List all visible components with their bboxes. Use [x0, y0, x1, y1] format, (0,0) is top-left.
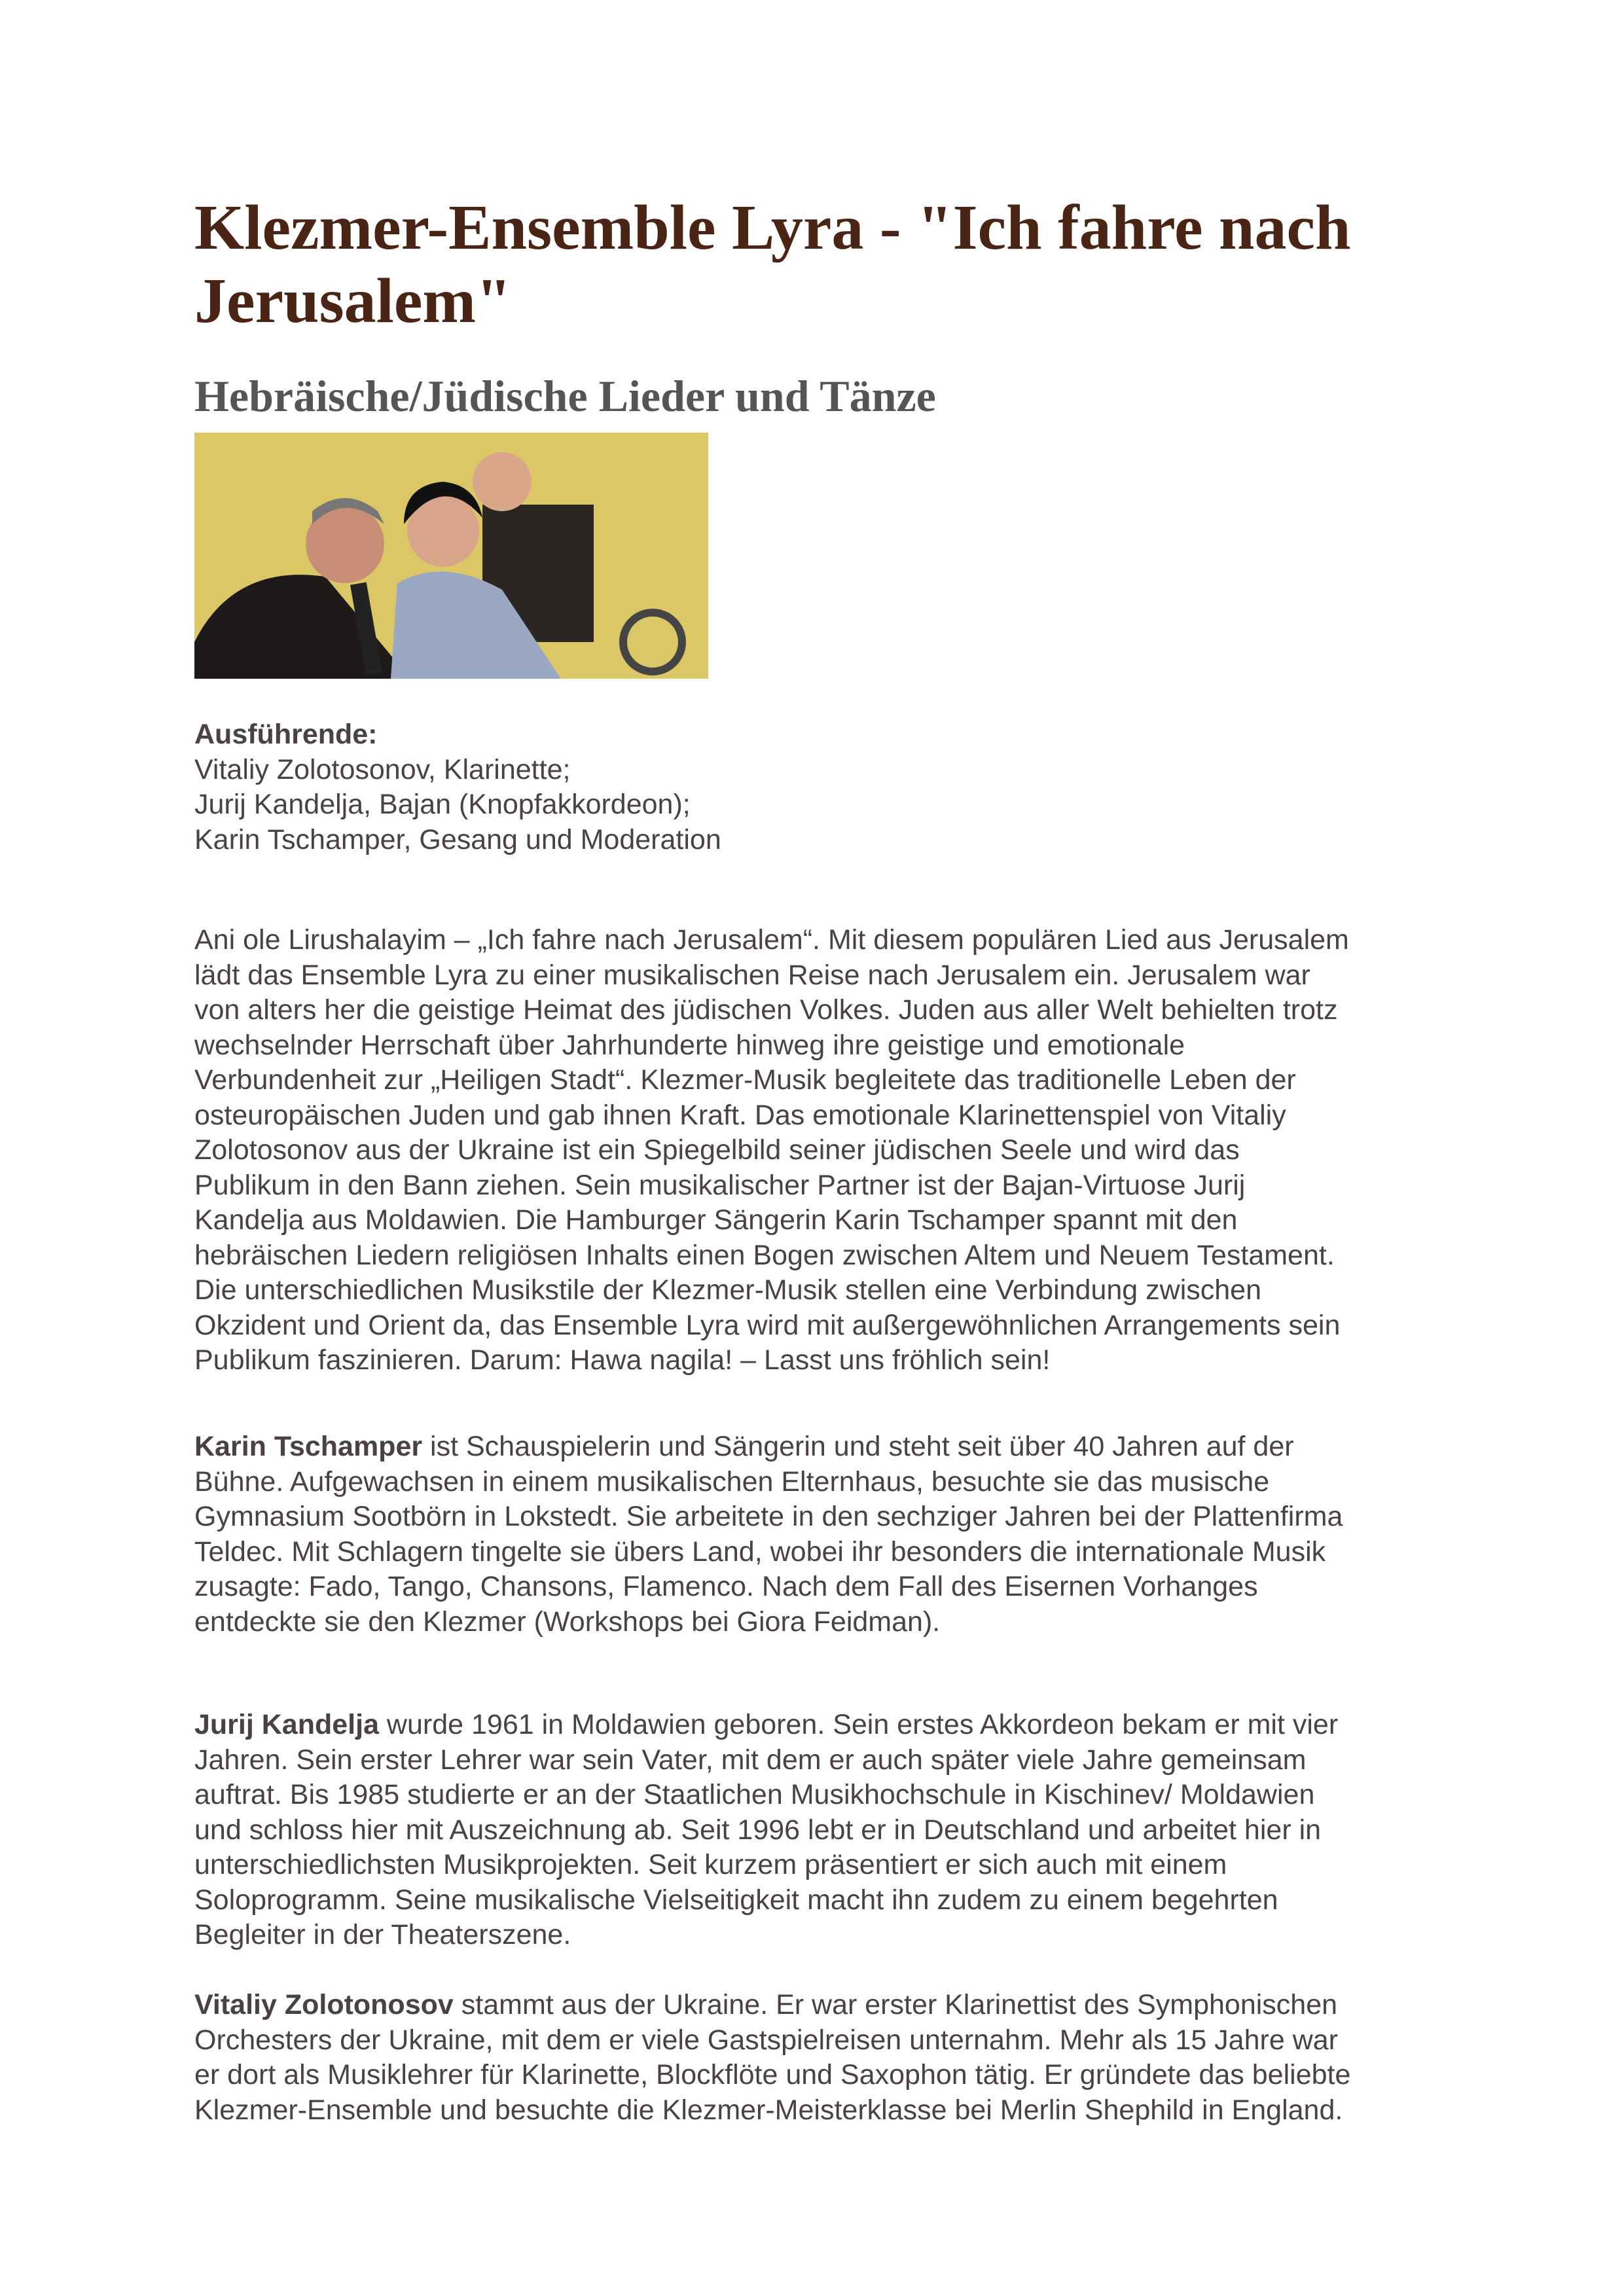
bio-line: auftrat. Bis 1985 studierte er an der Staatlichen Musikhochschule in Kischinev/ Moldawien: [194, 1779, 1315, 1810]
intro-line: hebräischen Liedern religiösen Inhalts einen Bogen zwischen Altem und Neuem Testament.: [194, 1239, 1335, 1271]
bio-line: zusagte: Fado, Tango, Chansons, Flamenco. Nach dem Fall des Eisernen Vorhanges: [194, 1571, 1258, 1602]
bio-line: Bühne. Aufgewachsen in einem musikalischen Elternhaus, besuchte sie das musische: [194, 1465, 1270, 1498]
bio-vitaliy-zolotonosov: [194, 1988, 1350, 2128]
bio-line: Orchesters der Ukraine, mit dem er viele Gastspielreisen unternahm. Mehr als 15 Jahre war: [194, 2024, 1338, 2056]
bio-text: ist Schauspielerin und Sängerin und steht seit über 40 Jahren auf der: [422, 1431, 1294, 1462]
bio-line: und schloss hier mit Auszeichnung ab. Seit 1996 lebt er in Deutschland und arbeitet hier in: [194, 1814, 1322, 1846]
bio-name: Vitaliy Zolotonosov: [194, 1989, 454, 2020]
intro-line: Publikum faszinieren. Darum: Hawa nagila! – Lasst uns fröhlich sein!: [194, 1344, 1051, 1376]
bio-line: Jahren. Sein erster Lehrer war sein Vater, mit dem er auch später viele Jahre gemeinsam: [194, 1744, 1307, 1776]
performers-heading: Ausführende:: [194, 719, 378, 750]
bio-line: unterschiedlichsten Musikprojekten. Seit kurzem präsentiert er sich auch mit einem: [194, 1849, 1227, 1880]
intro-line: Okzident und Orient da, das Ensemble Lyra wird mit außergewöhnlichen Arrangements sein: [194, 1309, 1341, 1341]
bio-line: er dort als Musiklehrer für Klarinette, Blockflöte und Saxophon tätig. Er gründete das beliebte: [194, 2059, 1351, 2090]
performer-line: Vitaliy Zolotosonov, Klarinette;: [194, 753, 571, 785]
bio-line: Teldec. Mit Schlagern tingelte sie übers Land, wobei ihr besonders die internationale Musik: [194, 1535, 1326, 1568]
intro-line: Kandelja aus Moldawien. Die Hamburger Sängerin Karin Tschamper spannt mit den: [194, 1204, 1238, 1236]
intro-line: Verbundenheit zur „Heiligen Stadt“. Klezmer-Musik begleitete das traditionelle Leben der: [194, 1064, 1296, 1096]
bio-karin-tschamper: [194, 1429, 1343, 1640]
intro-line: Publikum in den Bann ziehen. Sein musikalischer Partner ist der Bajan-Virtuose Jurij: [194, 1169, 1246, 1201]
intro-line: wechselnder Herrschaft über Jahrhunderte hinweg ihre geistige und emotionale: [194, 1029, 1185, 1061]
intro-line: Ani ole Lirushalayim – „Ich fahre nach Jerusalem“. Mit diesem populären Lied aus Jerusalem: [194, 924, 1349, 956]
bio-line: Begleiter in der Theaterszene.: [194, 1919, 571, 1950]
bio-first-line: [194, 1708, 1338, 1743]
title-line: Klezmer-Ensemble Lyra - "Ich fahre nach: [194, 192, 1351, 263]
intro-line: osteuropäischen Juden und gab ihnen Kraft. Das emotionale Klarinettenspiel von Vitaliy: [194, 1099, 1286, 1131]
bio-line: Klezmer-Ensemble und besuchte die Klezmer-Meisterklasse bei Merlin Shephild in England.: [194, 2094, 1343, 2126]
intro-line: lädt das Ensemble Lyra zu einer musikalischen Reise nach Jerusalem ein. Jerusalem war: [194, 959, 1310, 991]
bio-name: Karin Tschamper: [194, 1431, 423, 1462]
intro-line: Zolotosonov aus der Ukraine ist ein Spiegelbild seiner jüdischen Seele und wird das: [194, 1134, 1240, 1166]
intro-line: Die unterschiedlichen Musikstile der Klezmer-Musik stellen eine Verbindung zwischen: [194, 1274, 1261, 1306]
performer-line: Jurij Kandelja, Bajan (Knopfakkordeon);: [194, 789, 691, 820]
bio-text: wurde 1961 in Moldawien geboren. Sein erstes Akkordeon bekam er mit vier: [378, 1709, 1339, 1740]
page-title: [194, 191, 1350, 338]
bio-line: entdeckte sie den Klezmer (Workshops bei Giora Feidman).: [194, 1605, 941, 1638]
ensemble-photo: [194, 433, 708, 679]
ensemble-photo-image: [194, 433, 708, 679]
title-line: Jerusalem": [194, 266, 512, 336]
intro-paragraph: [194, 923, 1349, 1378]
performers-section: [194, 717, 721, 857]
bio-line: Soloprogramm. Seine musikalische Vielseitigkeit macht ihn zudem zu einem begehrten: [194, 1884, 1278, 1916]
bio-first-line: [194, 1429, 1343, 1465]
performer-line: Karin Tschamper, Gesang und Moderation: [194, 823, 721, 855]
bio-jurij-kandelja: [194, 1708, 1338, 1953]
bio-first-line: [194, 1988, 1350, 2023]
bio-line: Gymnasium Sootbörn in Lokstedt. Sie arbeitete in den sechziger Jahren bei der Plattenfirma: [194, 1501, 1343, 1532]
bio-text: stammt aus der Ukraine. Er war erster Klarinettist des Symphonischen: [453, 1989, 1338, 2020]
bio-name: Jurij Kandelja: [194, 1709, 379, 1740]
subtitle: Hebräische/Jüdische Lieder und Tänze: [194, 371, 936, 421]
intro-line: von alters her die geistige Heimat des jüdischen Volkes. Juden aus aller Welt behielten trotz: [194, 994, 1338, 1026]
